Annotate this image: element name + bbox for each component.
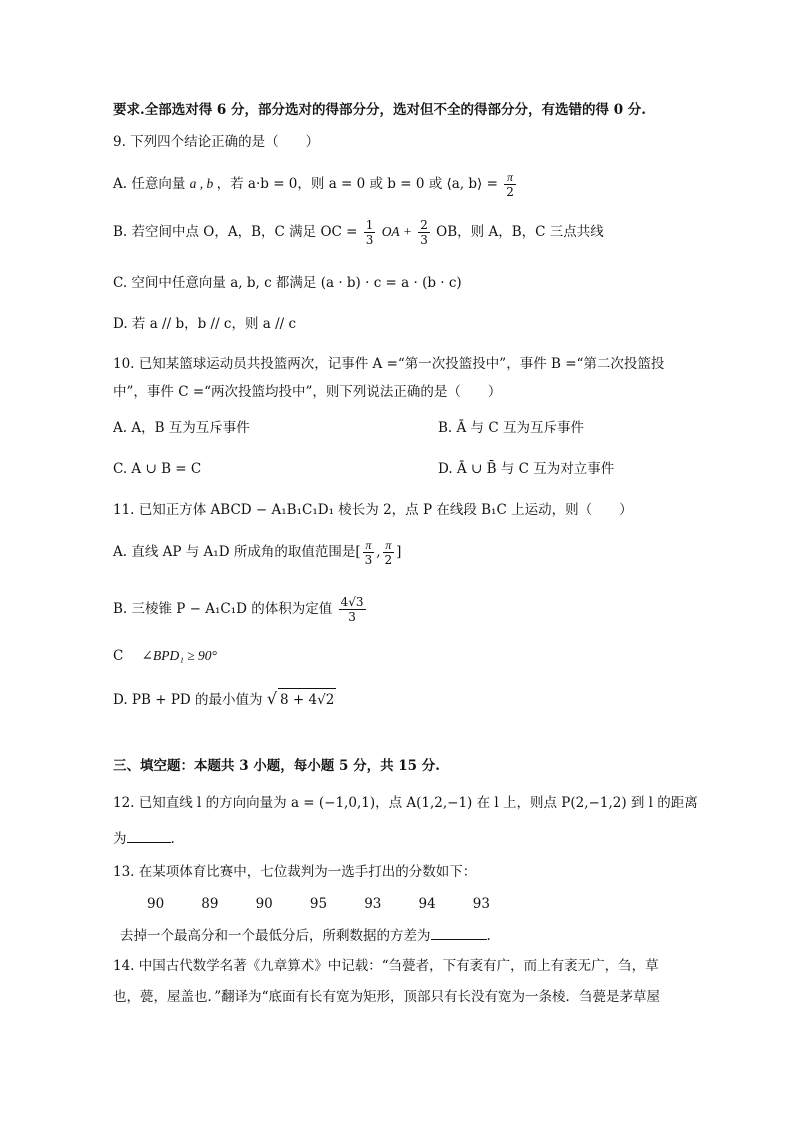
q12-answer-blank[interactable] — [127, 828, 171, 843]
q9-option-c: C. 空间中任意向量 a, b, c 都满足 (a · b) · c = a · (b · c) — [113, 275, 462, 291]
q11-option-b — [113, 595, 368, 624]
q11-c-label: C — [113, 648, 124, 664]
q14-line1: 14. 中国古代数学名著《九章算术》中记载：“刍甍者，下有袤有广，而上有袤无广，刍，草 — [113, 958, 659, 974]
q9-b-suffix: OB，则 A，B，C 三点共线 — [436, 224, 604, 240]
q9-b-fraction-1 — [364, 218, 376, 247]
q12-line2 — [113, 828, 175, 850]
q9-b-f2-num: 2 — [420, 218, 428, 232]
q13-line3 — [120, 925, 491, 947]
q11-c-text: ∠BPD₁ ≥ 90° — [141, 648, 217, 663]
q13-suffix: . — [486, 928, 491, 944]
q11-b-frac-num: 4√3 — [340, 595, 364, 609]
q11-a-fraction-1 — [363, 538, 375, 567]
q9-a-text: ，若 a·b = 0，则 a = 0 或 b = 0 或 ⟨a, b⟩ = — [216, 176, 498, 192]
q11-a-f1-den: 3 — [364, 553, 373, 567]
q11-option-a: A. 直线 AP 与 A₁D 所成角的取值范围是[ $\frac{\pi}{3}$ , $\frac{\pi}{2}$ ] — [113, 538, 402, 567]
q12-suffix: . — [170, 831, 175, 847]
q9-option-a — [113, 170, 518, 199]
score-item: 94 — [418, 896, 436, 912]
q13-prefix: 去掉一个最高分和一个最低分后，所剩数据的方差为 — [120, 928, 431, 944]
q9-b-f1-num: 1 — [365, 218, 374, 232]
q12-prefix: 为 — [113, 831, 127, 847]
score-item: 93 — [364, 896, 382, 912]
q11-b-frac-den: 3 — [348, 610, 356, 624]
q9-a-fraction — [504, 170, 516, 199]
q13-answer-blank[interactable] — [431, 925, 487, 940]
q9-b-f2-den: 3 — [420, 233, 428, 247]
q9-option-b — [113, 218, 604, 247]
q12-line1: 12. 已知直线 l 的方向向量为 a = (−1,0,1)，点 A(1,2,−1) 在 l 上，则点 P(2,−1,2) 到 l 的距离 — [113, 795, 698, 811]
q9-a-frac-den: 2 — [506, 185, 514, 199]
q11-a-prefix: A. 直线 AP 与 A₁D 所成角的取值范围是[ — [113, 544, 361, 560]
q11-option-c — [113, 645, 217, 667]
q9-a-prefix: A. 任意向量 — [113, 176, 186, 192]
q10-option-a: A. A，B 互为互斥事件 — [113, 420, 250, 436]
section3-heading: 三、填空题：本题共 3 小题，每小题 5 分，共 15 分. — [113, 758, 440, 774]
sqrt-sign: √ — [266, 689, 278, 708]
q10-stem-line2: 中”，事件 C =“两次投篮均投中”，则下列说法正确的是（ ） — [113, 384, 502, 400]
q10-row-1 — [113, 417, 250, 439]
q9-option-d: D. 若 a // b，b // c，则 a // c — [113, 316, 297, 332]
q11-d-prefix: D. PB + PD 的最小值为 — [113, 692, 263, 708]
q11-option-d — [113, 688, 336, 711]
q11-b-fraction — [339, 595, 366, 624]
q14-line2: 也，甍，屋盖也．”翻译为“底面有长有宽为矩形，顶部只有长没有宽为一条棱．刍甍是茅草屋 — [113, 989, 661, 1005]
q11-b-prefix: B. 三棱锥 P − A₁C₁D 的体积为定值 — [113, 601, 333, 617]
score-item: 90 — [147, 896, 165, 912]
q13-scores — [147, 893, 523, 915]
q10-option-c: C. A ∪ B = C — [113, 461, 202, 477]
q9-b-mid: OA + — [381, 224, 412, 239]
q9-b-f1-den: 3 — [365, 233, 374, 247]
score-item: 93 — [472, 896, 490, 912]
q11-a-f2-den: 2 — [384, 553, 393, 567]
score-item: 90 — [255, 896, 273, 912]
q9-a-frac-num: π — [504, 170, 516, 185]
q10-option-b: B. Ā 与 C 互为互斥事件 — [438, 420, 584, 436]
q11-d-sqrt: 8 + 4√2 — [278, 688, 336, 711]
q11-a-f1-num: π — [363, 538, 375, 553]
q10-option-d: D. Ā ∪ B̄ 与 C 互为对立事件 — [438, 461, 615, 477]
q10-stem-line1: 10. 已知某篮球运动员共投篮两次，记事件 A =“第一次投篮投中”，事件 B =“第二次投篮投 — [113, 356, 665, 372]
q11-a-f2-num: π — [383, 538, 395, 553]
q11-stem: 11. 已知正方体 ABCD − A₁B₁C₁D₁ 棱长为 2，点 P 在线段 B₁C 上运动，则（ ） — [113, 502, 633, 518]
q9-stem: 9. 下列四个结论正确的是（ ） — [113, 134, 320, 150]
q9-b-prefix: B. 若空间中点 O，A，B，C 满足 OC = — [113, 224, 358, 240]
instruction-note: 要求.全部选对得 6 分，部分选对的得部分分，选对但不全的得部分分，有选错的得 0 分. — [113, 102, 646, 118]
q13-stem: 13. 在某项体育比赛中，七位裁判为一选手打出的分数如下： — [113, 864, 477, 880]
q9-b-fraction-2 — [418, 218, 430, 247]
score-item: 95 — [309, 896, 328, 912]
score-item: 89 — [201, 896, 219, 912]
q9-a-vectors: a , b — [189, 176, 217, 191]
q11-a-fraction-2 — [383, 538, 395, 567]
